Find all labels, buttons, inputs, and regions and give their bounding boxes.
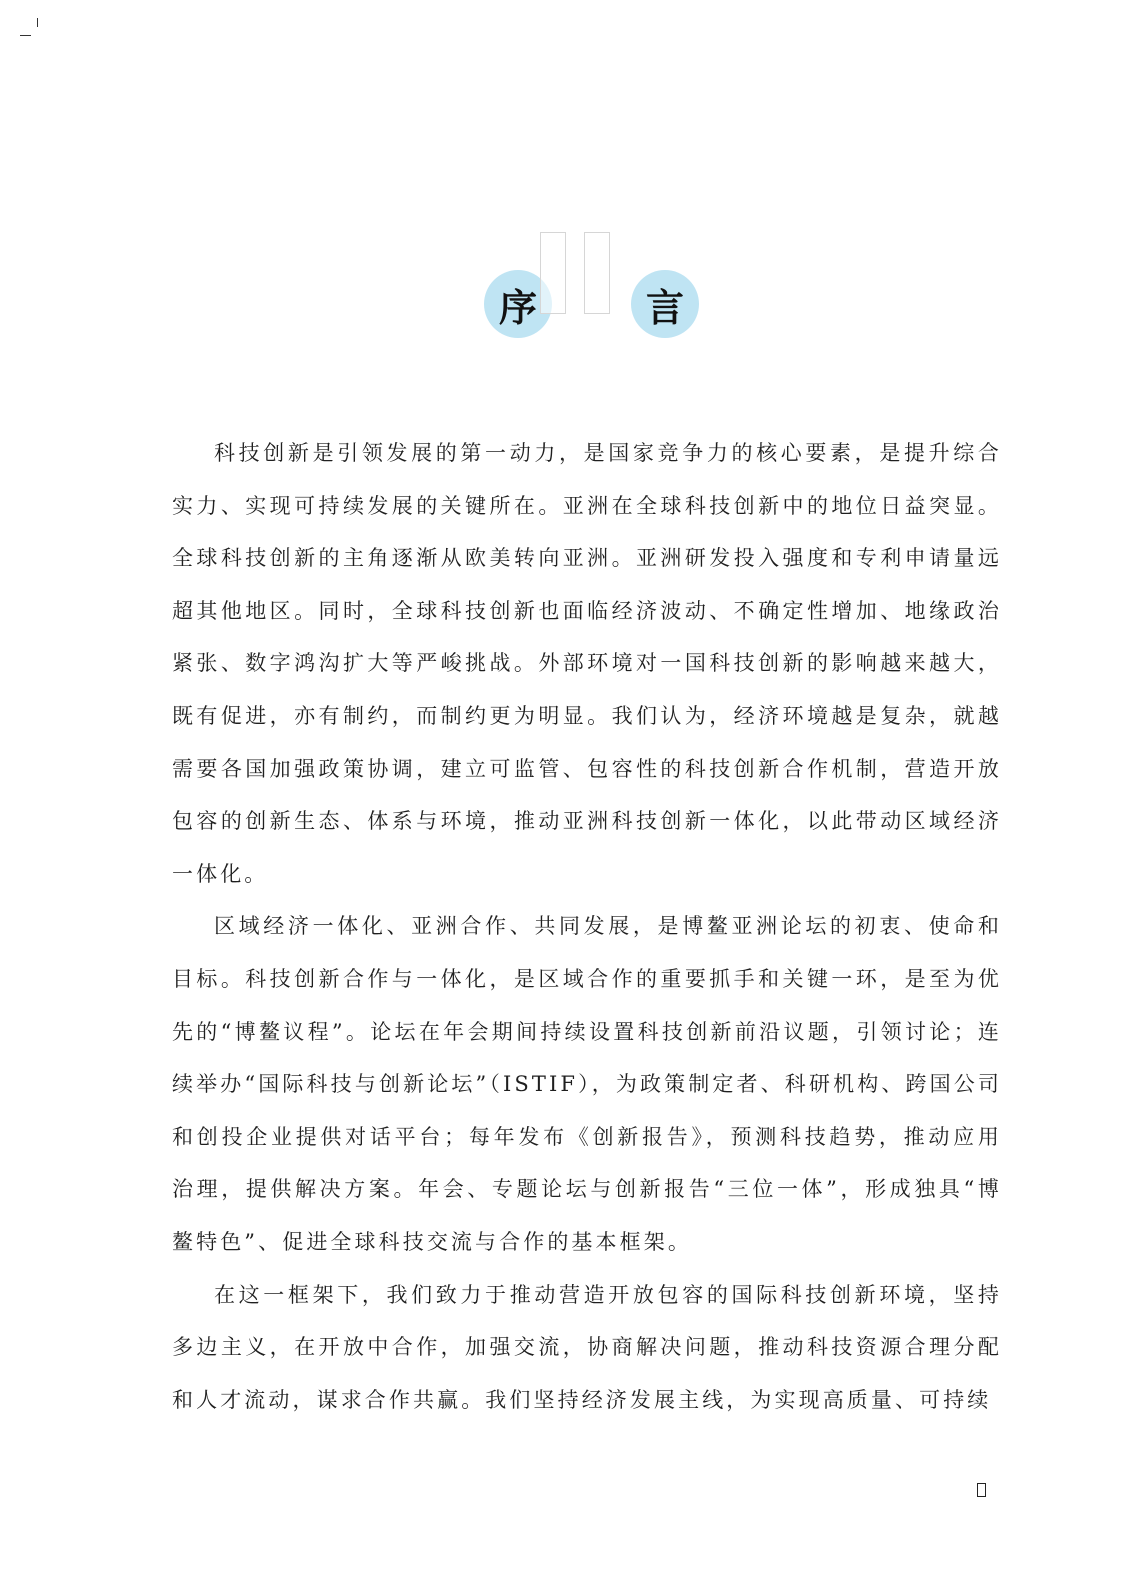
body-text [172,427,1002,1426]
paragraph-1: 科技创新是引领发展的第一动力，是国家竞争力的核心要素，是提升综合实力、实现可持续发展的关键所在。亚洲在全球科技创新中的地位日益突显。全球科技创新的主角逐渐从欧美转向亚洲。亚洲研发投入强度和专利申请量远超其他地区。同时，全球科技创新也面临经济波动、不确定性增加、地缘政治紧张、数字鸿沟扩大等严峻挑战。外部环境对一国科技创新的影响越来越大，既有促进，亦有制约，而制约更为明显。我们认为，经济环境越是复杂，就越需要各国加强政策协调，建立可监管、包容性的科技创新合作机制，营造开放包容的创新生态、体系与环境，推动亚洲科技创新一体化，以此带动区域经济一体化。 [172,441,1002,886]
paragraph-2: 区域经济一体化、亚洲合作、共同发展，是博鳌亚洲论坛的初衷、使命和目标。科技创新合作与一体化，是区域合作的重要抓手和关键一环，是至为优先的“博鳌议程”。论坛在年会期间持续设置科技创新前沿议题，引领讨论；连续举办“国际科技与创新论坛”（ISTIF），为政策制定者、科研机构、跨国公司和创投企业提供对话平台；每年发布《创新报告》，预测科技趋势，推动应用治理，提供解决方案。年会、专题论坛与创新报告“三位一体”，形成独具“博鳌特色”、促进全球科技交流与合作的基本框架。 [172,914,1002,1254]
title-char-2: 言 [631,270,699,338]
crop-mark-vertical [37,18,38,27]
page-number-box [977,1483,986,1497]
page-title [480,228,710,343]
missing-glyph-box [540,232,566,314]
missing-glyph-box [584,232,610,314]
paragraph-3: 在这一框架下，我们致力于推动营造开放包容的国际科技创新环境，坚持多边主义，在开放中合作，加强交流，协商解决问题，推动科技资源合理分配和人才流动，谋求合作共赢。我们坚持经济发展主线，为实现高质量、可持续 [172,1282,1002,1412]
crop-mark-horizontal [20,35,31,36]
crop-mark [20,18,42,38]
title-char-1: 序 [484,270,552,338]
